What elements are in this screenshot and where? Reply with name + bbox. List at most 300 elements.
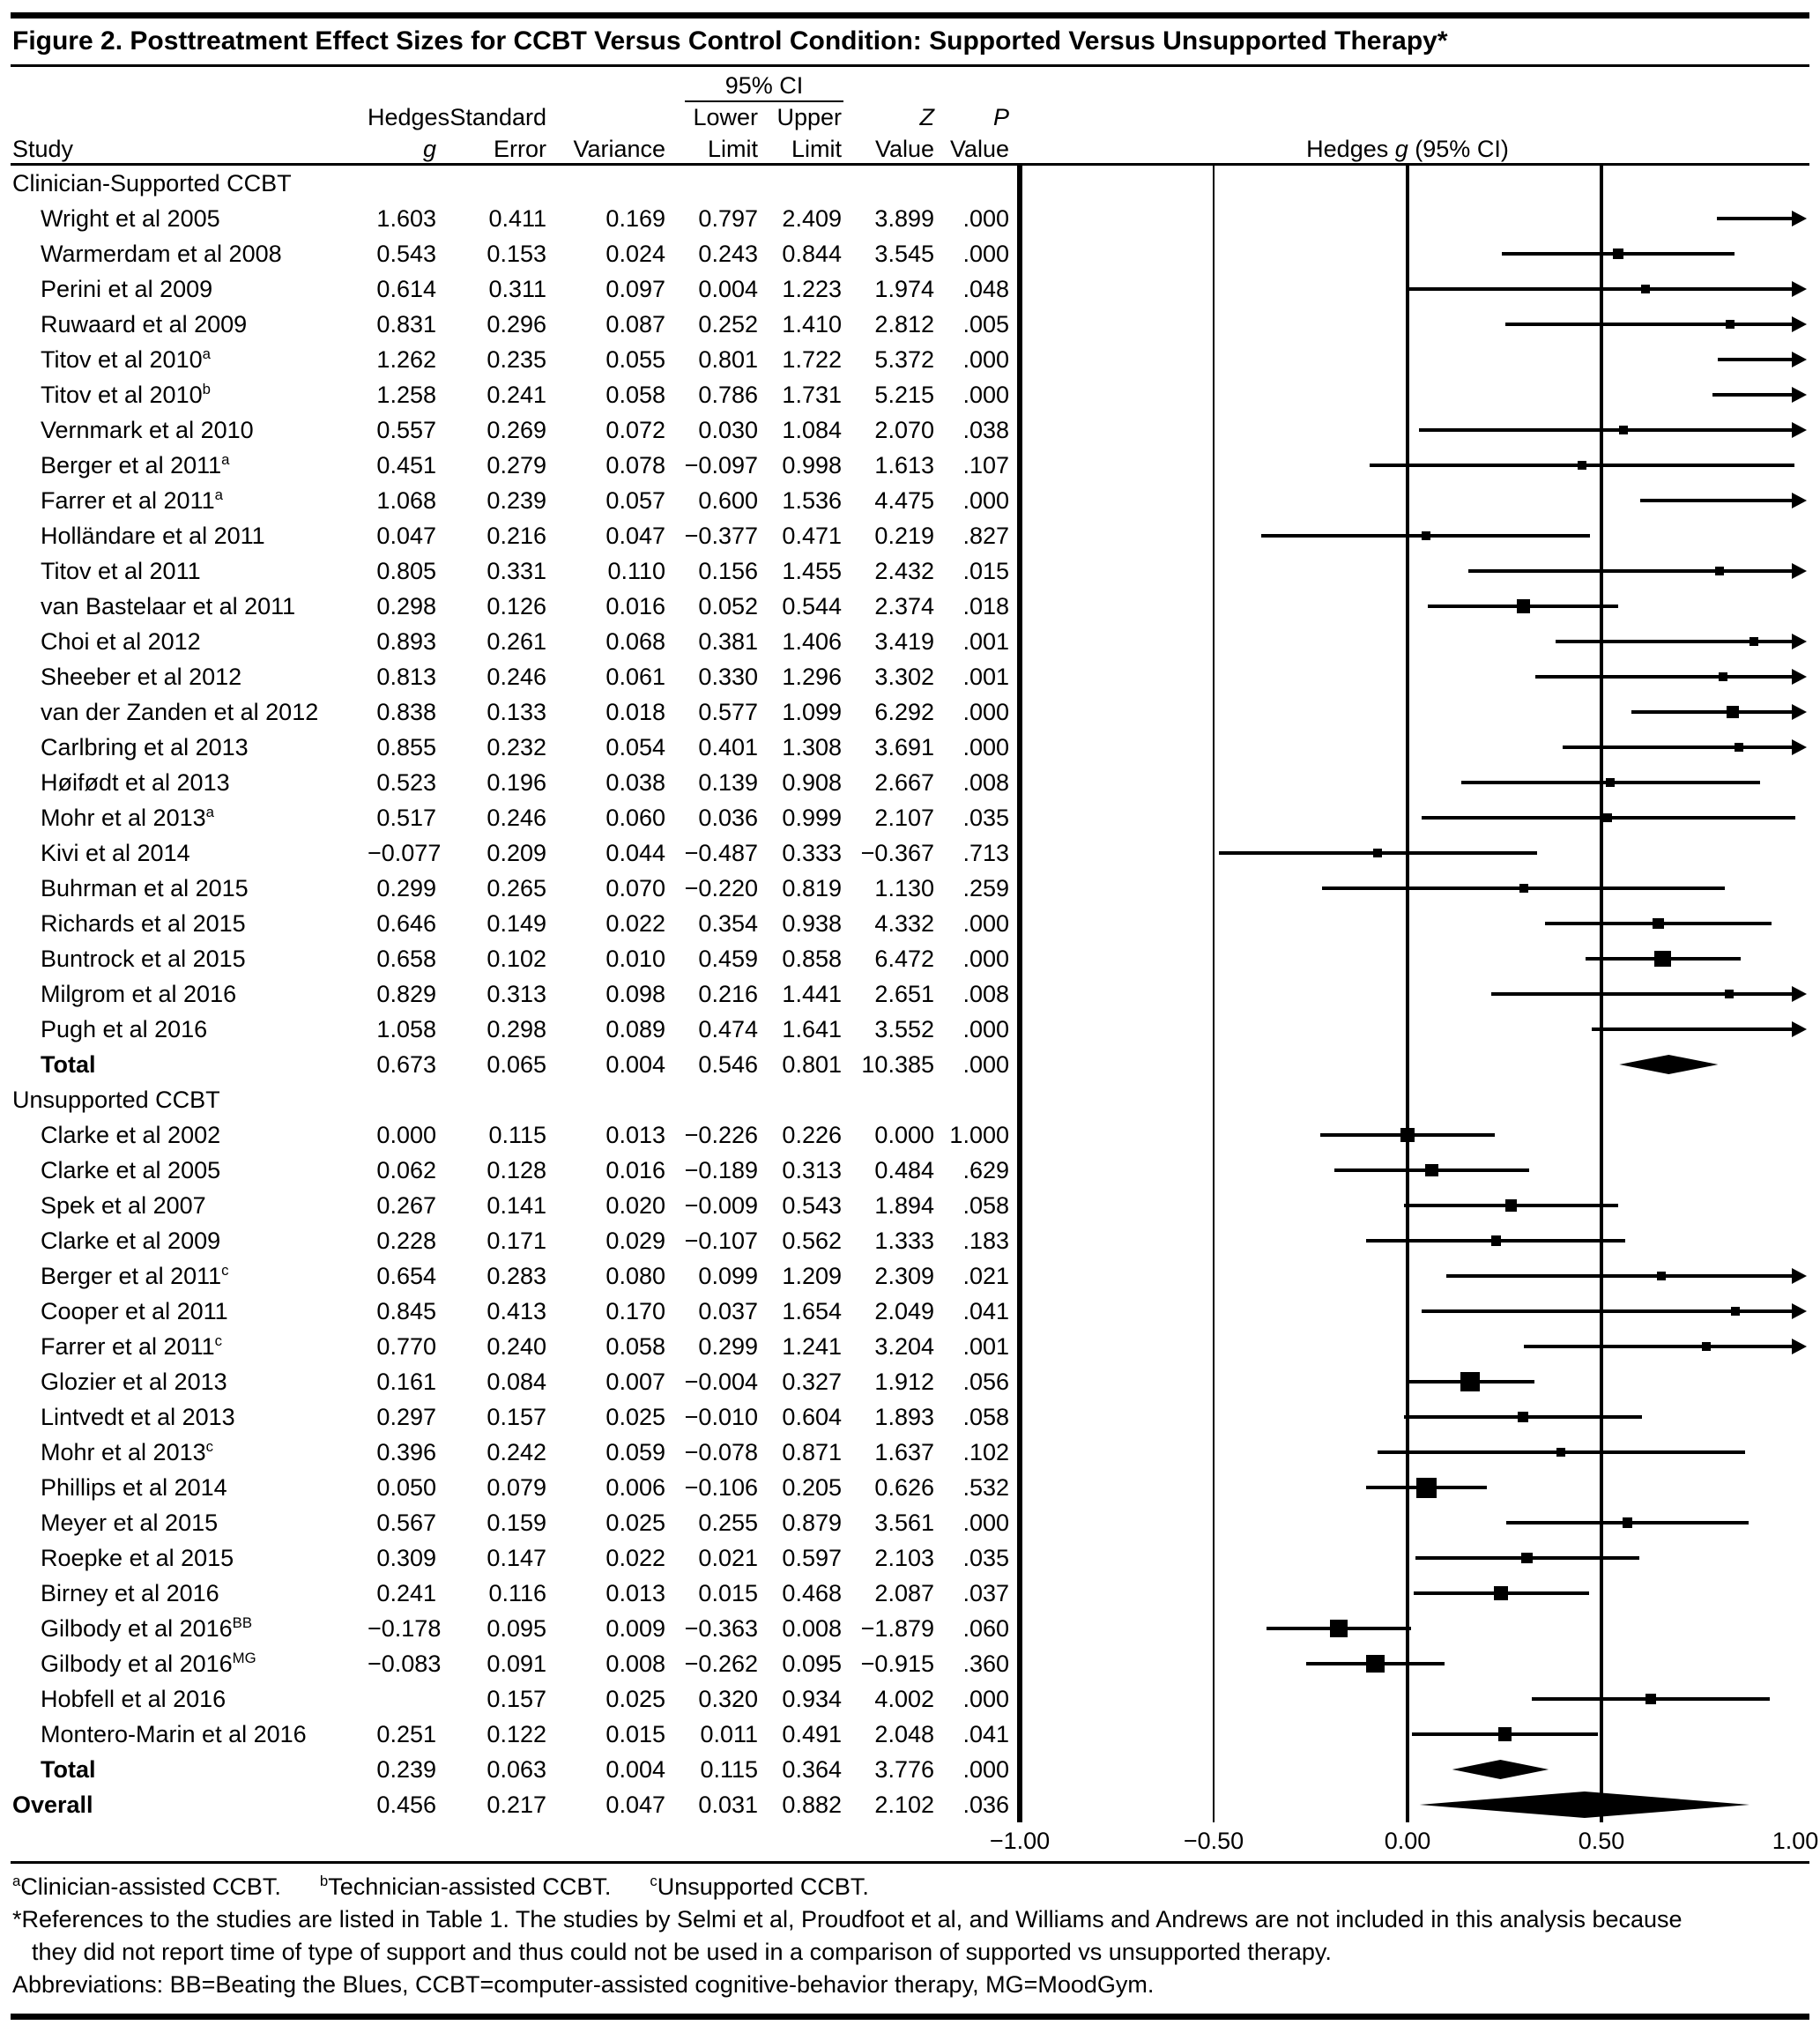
effect-marker	[1719, 672, 1727, 681]
cell-lower	[676, 1082, 769, 1117]
section-row	[11, 1082, 1809, 1117]
cell-p: .000	[962, 487, 1009, 514]
study-superscript: b	[202, 381, 211, 397]
cell-p: .038	[962, 417, 1009, 443]
cell-z: 2.087	[874, 1580, 934, 1606]
cell-upper: 0.879	[782, 1510, 842, 1536]
study-superscript: c	[221, 1262, 229, 1279]
cell-z: 2.374	[874, 593, 934, 619]
cell-g	[368, 1082, 447, 1117]
cell-g: 0.614	[376, 276, 436, 302]
study-label: Milgrom et al 2016	[41, 981, 237, 1007]
cell-g: 0.543	[376, 241, 436, 267]
ci-line	[1505, 323, 1795, 326]
arrow-right-icon	[1792, 316, 1807, 332]
study-label: Berger et al 2011$^a$	[41, 451, 230, 478]
plot-cell	[1020, 1752, 1795, 1787]
ci-line	[1631, 710, 1795, 714]
cell-variance: 0.068	[605, 628, 665, 655]
cell-lower: 0.577	[698, 699, 758, 725]
cell-lower: 0.320	[698, 1686, 758, 1712]
footnote-references-line2: they did not report time of type of support and thus could not be used in a comparison of supported vs unsupported therapy.	[32, 1939, 1332, 1965]
cell-p: .183	[962, 1228, 1009, 1254]
cell-se: 0.115	[488, 1122, 546, 1148]
plot-cell	[1020, 906, 1795, 941]
plot-cell	[1020, 1717, 1795, 1752]
cell-upper: 0.998	[782, 452, 842, 478]
cell-z: 3.302	[874, 664, 934, 690]
arrow-right-icon	[1792, 281, 1807, 297]
header-error: Error	[494, 136, 546, 162]
cell-z: −1.879	[860, 1615, 934, 1642]
footnote-references-line1: *References to the studies are listed in Table 1. The studies by Selmi et al, Proudfoot et al, and Williams and Andrews are not included in this analysis because	[12, 1906, 1683, 1932]
cell-upper: 0.819	[782, 875, 842, 901]
study-label: Spek et al 2007	[41, 1192, 206, 1219]
cell-lower: −0.487	[684, 840, 758, 866]
cell-p: .000	[962, 241, 1009, 267]
plot-header-g: g	[1394, 136, 1408, 162]
study-label: Mohr et al 2013$^a$	[41, 804, 214, 831]
cell-p: .000	[962, 734, 1009, 760]
cell-lower: −0.107	[684, 1228, 758, 1254]
cell-upper: 1.084	[782, 417, 842, 443]
ci-spanner-header: 95% CI	[685, 72, 843, 102]
plot-cell	[1020, 1329, 1795, 1364]
cell-variance: 0.057	[605, 487, 665, 514]
cell-p: .037	[962, 1580, 1009, 1606]
study-label: Phillips et al 2014	[41, 1474, 227, 1501]
cell-variance: 0.058	[605, 382, 665, 408]
table-header	[11, 67, 1809, 163]
cell-upper: 0.543	[782, 1192, 842, 1219]
cell-lower: 0.600	[698, 487, 758, 514]
cell-upper: 1.441	[782, 981, 842, 1007]
header-g: g	[422, 136, 436, 162]
plot-cell	[1020, 1223, 1795, 1258]
cell-variance: 0.070	[605, 875, 665, 901]
total-row	[11, 1752, 1809, 1787]
study-label: Farrer et al 2011$^a$	[41, 486, 223, 514]
arrow-right-icon	[1792, 1021, 1807, 1037]
cell-lower: 0.030	[698, 417, 758, 443]
cell-z: 2.107	[874, 805, 934, 831]
cell-p: .058	[962, 1192, 1009, 1219]
study-label: Clarke et al 2005	[41, 1157, 221, 1183]
plot-cell	[1020, 307, 1795, 342]
cell-p: .360	[962, 1651, 1009, 1677]
cell-z: 3.552	[874, 1016, 934, 1042]
cell-z: 0.000	[874, 1122, 934, 1148]
cell-se: 0.279	[487, 452, 546, 478]
study-row	[11, 835, 1809, 871]
cell-variance: 0.015	[605, 1721, 665, 1747]
ci-line	[1640, 499, 1795, 502]
study-superscript: c	[205, 1438, 213, 1455]
cell-g: 0.845	[376, 1298, 436, 1324]
cell-z: 2.432	[874, 558, 934, 584]
cell-variance: 0.038	[605, 769, 665, 796]
cell-upper: 0.938	[782, 910, 842, 937]
cell-se: 0.413	[487, 1298, 546, 1324]
arrow-right-icon	[1792, 493, 1807, 508]
study-row	[11, 659, 1809, 694]
plot-cell	[1020, 800, 1795, 835]
cell-se: 0.232	[487, 734, 546, 760]
effect-marker	[1498, 1727, 1512, 1741]
study-label: Warmerdam et al 2008	[41, 241, 282, 267]
cell-se: 0.298	[487, 1016, 546, 1042]
study-label: Buntrock et al 2015	[41, 946, 246, 972]
header-hedges: Hedges	[368, 104, 450, 130]
study-row	[11, 307, 1809, 342]
cell-variance: 0.098	[605, 981, 665, 1007]
effect-marker	[1578, 461, 1586, 470]
study-row	[11, 1399, 1809, 1435]
cell-z: 6.292	[874, 699, 934, 725]
cell-variance: 0.044	[605, 840, 665, 866]
study-superscript: BB	[232, 1614, 252, 1631]
cell-variance: 0.022	[605, 1545, 665, 1571]
cell-p: 1.000	[949, 1122, 1009, 1148]
study-row	[11, 941, 1809, 976]
study-label: Titov et al 2010$^a$	[41, 345, 211, 373]
ci-line	[1563, 746, 1795, 749]
cell-upper: 1.223	[782, 276, 842, 302]
plot-cell	[1020, 1153, 1795, 1188]
cell-p: .000	[962, 1686, 1009, 1712]
study-superscript: a	[202, 345, 211, 362]
ci-line	[1556, 640, 1795, 643]
plot-cell	[1020, 412, 1795, 448]
ci-line	[1468, 569, 1795, 573]
study-row	[11, 589, 1809, 624]
cell-upper: 0.205	[782, 1474, 842, 1501]
plot-cell	[1020, 1646, 1795, 1681]
header-study: Study	[12, 136, 74, 162]
study-row	[11, 1329, 1809, 1364]
study-row	[11, 553, 1809, 589]
cell-z: 2.048	[874, 1721, 934, 1747]
plot-cell	[1020, 871, 1795, 906]
cell-p: .000	[962, 382, 1009, 408]
cell-se: 0.095	[487, 1615, 546, 1642]
ci-line	[1717, 217, 1795, 220]
effect-marker	[1518, 1412, 1528, 1422]
study-label: Choi et al 2012	[41, 628, 201, 655]
cell-lower: 0.139	[698, 769, 758, 796]
effect-marker	[1517, 599, 1530, 612]
cell-z: 2.651	[874, 981, 934, 1007]
cell-se: 0.133	[487, 699, 546, 725]
cell-upper: 0.604	[782, 1404, 842, 1430]
cell-se: 0.331	[487, 558, 546, 584]
cell-g: 1.258	[376, 382, 436, 408]
cell-se: 0.116	[488, 1580, 546, 1606]
cell-se: 0.063	[487, 1756, 546, 1783]
cell-z: 5.215	[874, 382, 934, 408]
cell-p	[945, 166, 1020, 201]
effect-marker	[1645, 1694, 1656, 1704]
cell-upper: 0.491	[782, 1721, 842, 1747]
effect-marker	[1725, 990, 1734, 998]
cell-lower: 0.015	[698, 1580, 758, 1606]
ci-line	[1409, 287, 1795, 291]
cell-g: −0.178	[368, 1615, 442, 1642]
cell-lower	[676, 166, 769, 201]
arrow-right-icon	[1792, 563, 1807, 579]
cell-p: .001	[962, 1333, 1009, 1360]
effect-marker	[1422, 531, 1430, 540]
effect-marker	[1606, 778, 1615, 787]
cell-se: 0.241	[487, 382, 546, 408]
cell-variance: 0.016	[605, 1157, 665, 1183]
cell-p: .102	[962, 1439, 1009, 1465]
effect-marker	[1521, 1553, 1533, 1564]
cell-upper: 1.308	[782, 734, 842, 760]
cell-g: 0.855	[376, 734, 436, 760]
cell-upper: 0.858	[782, 946, 842, 972]
cell-g: 0.000	[376, 1122, 436, 1148]
cell-z: 3.204	[874, 1333, 934, 1360]
cell-g: 0.228	[376, 1228, 436, 1254]
effect-marker	[1400, 1128, 1415, 1143]
plot-cell	[1020, 1082, 1795, 1117]
effect-marker	[1641, 285, 1650, 293]
cell-lower: 0.797	[698, 205, 758, 232]
plot-cell	[1020, 201, 1795, 236]
cell-variance: 0.169	[605, 205, 665, 232]
cell-p: .041	[962, 1298, 1009, 1324]
study-row	[11, 871, 1809, 906]
cell-upper: 1.536	[782, 487, 842, 514]
cell-p: .056	[962, 1369, 1009, 1395]
total-row	[11, 1047, 1809, 1082]
cell-variance: 0.010	[605, 946, 665, 972]
cell-se: 0.411	[488, 205, 546, 232]
study-row	[11, 765, 1809, 800]
cell-se	[447, 1082, 557, 1117]
header-variance: Variance	[573, 136, 665, 162]
cell-lower: −0.097	[684, 452, 758, 478]
cell-variance: 0.087	[605, 311, 665, 338]
cell-upper: 1.731	[782, 382, 842, 408]
effect-marker	[1657, 1272, 1666, 1280]
cell-lower: 0.036	[698, 805, 758, 831]
study-label: Unsupported CCBT	[12, 1087, 220, 1113]
cell-se: 0.141	[487, 1192, 546, 1219]
cell-se: 0.246	[487, 805, 546, 831]
study-row	[11, 201, 1809, 236]
cell-variance: 0.072	[605, 417, 665, 443]
effect-marker	[1613, 249, 1623, 259]
cell-p: .008	[962, 981, 1009, 1007]
cell-variance: 0.097	[605, 276, 665, 302]
arrow-right-icon	[1792, 211, 1807, 226]
cell-upper: 0.471	[782, 523, 842, 549]
cell-g: −0.083	[368, 1651, 442, 1677]
cell-g: 0.299	[376, 875, 436, 901]
cell-p: .048	[962, 276, 1009, 302]
arrow-right-icon	[1792, 1339, 1807, 1354]
cell-z: 1.637	[874, 1439, 934, 1465]
study-label: Clarke et al 2002	[41, 1122, 221, 1148]
cell-variance: 0.016	[605, 593, 665, 619]
effect-marker	[1366, 1655, 1385, 1673]
header-standard: Standard	[449, 104, 546, 130]
footnote-abbreviations: Abbreviations: BB=Beating the Blues, CCBT=computer-assisted cognitive-behavior therapy, MG=MoodGym.	[12, 1971, 1155, 1998]
footnote-marker: $^a$Clinician-assisted CCBT.	[12, 1873, 281, 1900]
ci-line	[1524, 1345, 1795, 1348]
study-superscript: a	[221, 451, 230, 468]
cell-g: 1.262	[376, 346, 436, 373]
plot-cell	[1020, 1364, 1795, 1399]
cell-upper: 1.410	[782, 311, 842, 338]
header-z-value: Value	[874, 136, 934, 162]
cell-lower: 0.021	[698, 1545, 758, 1571]
cell-upper: 1.296	[782, 664, 842, 690]
cell-upper: 1.406	[782, 628, 842, 655]
cell-p: .036	[962, 1791, 1009, 1818]
cell-variance: 0.018	[605, 699, 665, 725]
cell-g: 0.557	[376, 417, 436, 443]
total-diamond	[1452, 1760, 1549, 1779]
cell-z: 2.070	[874, 417, 934, 443]
cell-variance: 0.078	[605, 452, 665, 478]
cell-g: 0.309	[376, 1545, 436, 1571]
effect-marker	[1715, 567, 1724, 575]
cell-upper: 0.908	[782, 769, 842, 796]
study-label: Wright et al 2005	[41, 205, 220, 232]
cell-variance: 0.004	[605, 1051, 665, 1078]
cell-upper: 0.597	[782, 1545, 842, 1571]
cell-z: 2.309	[874, 1263, 934, 1289]
cell-p: .000	[962, 346, 1009, 373]
cell-se: 0.157	[487, 1404, 546, 1430]
cell-p: .629	[962, 1157, 1009, 1183]
cell-g: 1.068	[376, 487, 436, 514]
study-row	[11, 236, 1809, 271]
cell-se: 0.261	[487, 628, 546, 655]
cell-lower: 0.099	[698, 1263, 758, 1289]
axis-tick-label: −1.00	[989, 1828, 1051, 1854]
cell-g: 0.838	[376, 699, 436, 725]
study-row	[11, 1435, 1809, 1470]
x-axis	[11, 1822, 1819, 1861]
cell-lower: −0.377	[684, 523, 758, 549]
study-label: Lintvedt et al 2013	[41, 1404, 235, 1430]
cell-p: .018	[962, 593, 1009, 619]
study-row	[11, 1223, 1809, 1258]
study-label: Pugh et al 2016	[41, 1016, 208, 1042]
plot-cell	[1020, 1540, 1795, 1576]
effect-marker	[1519, 884, 1528, 893]
cell-lower: 0.381	[698, 628, 758, 655]
cell-upper: 1.641	[782, 1016, 842, 1042]
effect-marker	[1373, 849, 1382, 857]
cell-lower: 0.546	[698, 1051, 758, 1078]
plot-header-pre: Hedges	[1306, 136, 1395, 162]
effect-marker	[1425, 1164, 1438, 1177]
cell-variance: 0.025	[605, 1686, 665, 1712]
plot-cell	[1020, 271, 1795, 307]
study-label: Gilbody et al $2016^{MG}$	[41, 1650, 256, 1677]
study-row	[11, 483, 1809, 518]
cell-z: 1.974	[874, 276, 934, 302]
cell-lower: 0.801	[698, 346, 758, 373]
cell-se: 0.065	[487, 1051, 546, 1078]
plot-cell	[1020, 553, 1795, 589]
header-lower-limit: Limit	[707, 136, 758, 162]
study-row	[11, 1294, 1809, 1329]
cell-se: 0.122	[487, 1721, 546, 1747]
cell-lower: 0.401	[698, 734, 758, 760]
study-label: Cooper et al 2011	[41, 1298, 228, 1324]
cell-upper	[769, 166, 852, 201]
cell-lower: 0.052	[698, 593, 758, 619]
plot-cell	[1020, 1435, 1795, 1470]
header-p-value: Value	[949, 136, 1009, 162]
cell-lower: −0.010	[684, 1404, 758, 1430]
effect-marker	[1494, 1586, 1508, 1600]
arrow-right-icon	[1792, 704, 1807, 720]
cell-upper: 0.844	[782, 241, 842, 267]
cell-g: 0.396	[376, 1439, 436, 1465]
cell-g: 0.829	[376, 981, 436, 1007]
study-superscript: a	[214, 486, 223, 503]
study-label: Holländare et al 2011	[41, 523, 265, 549]
cell-variance: 0.061	[605, 664, 665, 690]
cell-z: 1.893	[874, 1404, 934, 1430]
cell-se: 0.196	[487, 769, 546, 796]
cell-z: 4.475	[874, 487, 934, 514]
cell-se: 0.217	[487, 1791, 546, 1818]
cell-se: 0.311	[488, 276, 546, 302]
plot-cell	[1020, 730, 1795, 765]
ci-line	[1419, 428, 1795, 432]
cell-variance: 0.089	[605, 1016, 665, 1042]
plot-cell	[1020, 765, 1795, 800]
cell-lower: −0.106	[684, 1474, 758, 1501]
figure-body	[11, 166, 1809, 1822]
cell-variance: 0.055	[605, 346, 665, 373]
cell-upper: 1.099	[782, 699, 842, 725]
plot-cell	[1020, 1470, 1795, 1505]
plot-cell	[1020, 941, 1795, 976]
study-row	[11, 1258, 1809, 1294]
footnotes	[11, 1864, 1809, 2010]
effect-marker	[1491, 1235, 1501, 1245]
cell-g: 0.805	[376, 558, 436, 584]
cell-lower: −0.262	[684, 1651, 758, 1677]
arrow-right-icon	[1792, 422, 1807, 438]
effect-marker	[1556, 1448, 1565, 1457]
cell-z: 1.894	[874, 1192, 934, 1219]
ci-line	[1592, 1027, 1795, 1031]
cell-upper: 0.364	[782, 1756, 842, 1783]
cell-p: .021	[962, 1263, 1009, 1289]
cell-p: .000	[962, 1756, 1009, 1783]
cell-g	[368, 1681, 447, 1717]
study-label: Titov et al 2010$^b$	[41, 381, 211, 408]
plot-cell	[1020, 1188, 1795, 1223]
ci-line	[1718, 358, 1795, 361]
cell-g: 0.297	[376, 1404, 436, 1430]
cell-upper: 1.209	[782, 1263, 842, 1289]
study-row	[11, 518, 1809, 553]
cell-z: 0.626	[874, 1474, 934, 1501]
cell-se: 0.153	[487, 241, 546, 267]
study-row	[11, 624, 1809, 659]
